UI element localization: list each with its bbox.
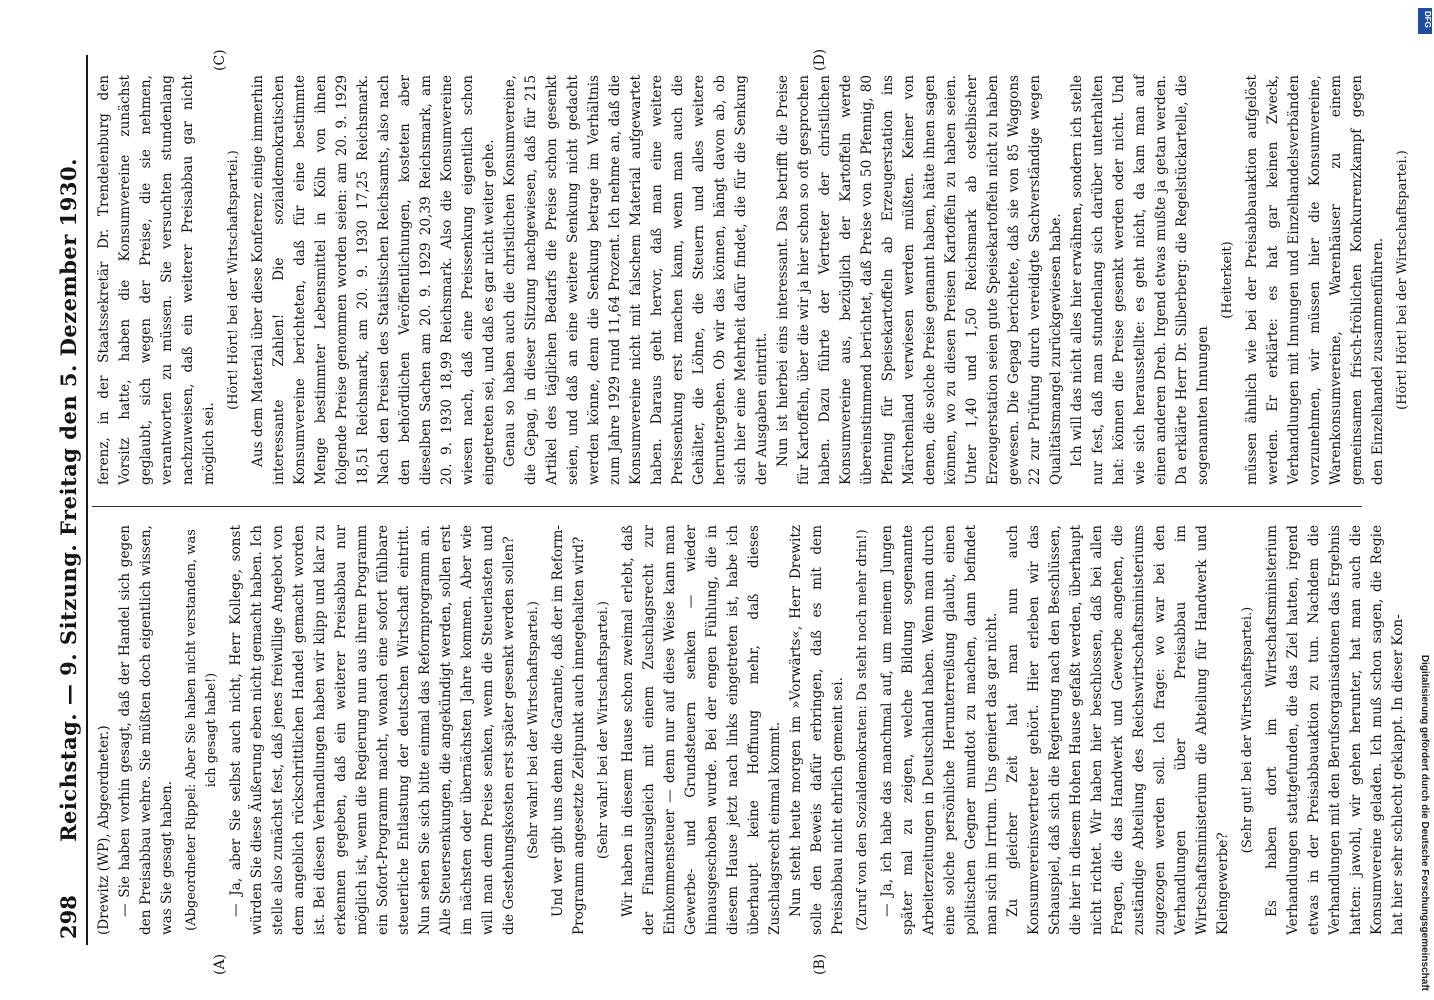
text-paragraph: Und wer gibt uns denn die Garantie, daß der im Reform-Programm angesetzte Zeitpunkt auch innegehalten wird? [550,525,587,935]
margin-letter-c: (C) [212,49,228,71]
page-number: 298 [56,895,81,939]
dfg-logo [1418,8,1432,34]
interjection-note: (Sehr wahr! bei der Wirtschaftspartei.) [596,601,611,859]
right-text-column [94,75,1410,485]
left-text-column [94,525,1406,935]
interjection-note: (Hört! Hört! bei der Wirtschaftspartei.) [226,150,241,410]
text-paragraph: — Ja, ich habe das manchmal auf, um meinem Jungen später mal zu zeigen, welche Bildung sogenannte Arbeiterzeitungen in Deutschland haben. Wenn man durch eine solche persönliche Herunterreißung glaubt, einen politischen Gegner mundtot zu machen, dann befindet man sich im Irrtum. Uns geniert das gar nicht. [879,525,1000,935]
scan-credit [1416,6,1432,991]
text-paragraph: müssen ähnlich wie bei der Preisabbauaktion aufgelöst werden. Er erklärte: es hat gar keinen Zweck, Verhandlungen mit Innungen und Einzelhandelsverbänden vorzunehmen, wir müssen hier die Konsumvereine, Warenkonsumvereine, Warenhäuser zu einem gemeinsamen frisch-fröhlichen Konkurrenzkampf gegen den Einzelhandel zusammenführen. [1244,75,1386,485]
margin-letter-b: (B) [812,953,828,975]
text-paragraph: Nun steht heute morgen im »Vorwärts«, Herr Drewitz solle den Beweis dafür erbringen, daß es mit dem Preisabbau nicht ehrlich gemeint sei. [788,525,846,935]
text-paragraph: Wir haben in diesem Hause schon zweimal erlebt, daß der Finanzausgleich mit einem Zuschlagsrecht zur Einkommensteuer — denn nur auf diese Weise kann man Gewerbe- und Grundsteuern senken — wieder hinausgeschoben wurde. Bei der engen Fühlung, die in diesem Hause jetzt nach links eingetreten ist, habe ich überhaupt keine Hoffnung mehr, daß dieses Zuschlagsrecht einmal kommt. [620,525,783,935]
text-paragraph: Es haben dort im Wirtschaftsministerium Verhandlungen stattgefunden, die das Ziel hatten, irgend etwas in der Preisabbauaktion zu tun. Nachdem die Verhandlungen mit den Berufsorganisationen das Ergebnis hatten: jawohl, wir gehen herunter, hat man auch die Konsumvereine geladen. Ich muß schon sagen, die Regie hat hier sehr schlecht geklappt. In dieser Kon- [1264,525,1406,935]
scanned-page [52,48,1410,975]
margin-letter-d: (D) [812,48,828,71]
text-paragraph: Zu gleicher Zeit hat man nun auch Konsumvereinsvertreter gehört. Hier erleben wir das Schauspiel, daß sich die Regierung nach den Beschlüssen, die hier in diesem Hohen Hause gefaßt werden, überhaupt nicht richtet. Wir haben hier beschlossen, daß bei allen Fragen, die das Handwerk und Gewerbe angehen, die zuständige Abteilung des Reichswirtschaftsministeriums zugezogen werden soll. Ich frage: wo war bei den Verhandlungen über Preisabbau im Wirtschaftsministerium die Abteilung für Handwerk und Kleingewerbe? [1005,525,1231,935]
text-paragraph: — Sie haben vorhin gesagt, daß der Handel sich gegen den Preisabbau wehre. Sie müßten doch eigentlich wissen, was Sie gesagt haben. [117,525,175,935]
text-paragraph: ferenz, in der Staatssekretär Dr. Trendelenburg den Vorsitz hatte, haben die Konsumvereine zunächst geglaubt, sich wegen der Preise, die sie nehmen, verantworten zu müssen. Sie versuchten stundenlang nachzuweisen, daß ein weiterer Preisabbau gar nicht möglich sei. [96,75,217,485]
interjection-note: (Heiterkeit) [1220,241,1235,319]
text-paragraph: — Ja, aber Sie selbst auch nicht, Herr Kollege, sonst würden Sie diese Äußerung eben nicht gemacht haben. Ich stelle also zunächst fest, daß jenes freiwillige Angebot von dem angeblich rückschrittlichen Handel gemacht worden ist. Bei diesen Verhandlungen haben wir klipp und klar zu erkennen gegeben, daß ein weiterer Preisabbau nur möglich ist, wenn die Regierung nun aus ihrem Programm ein Sofort-Programm macht, wonach eine sofort fühlbare steuerliche Entlastung der deutschen Wirtschaft eintritt. Nun sehen Sie sich bitte einmal das Reformprogramm an. Alle Steuersenkungen, die angekündigt werden, sollen erst im nächsten oder übernächsten Jahre kommen. Aber wie will man denn Preise senken, wenn die Steuerlasten und die Gestehungskosten erst später gesenkt werden sollen? [228,525,517,935]
text-paragraph: (Drewitz (WP), Abgeordneter.) [96,725,112,935]
interjection-note: (Zuruf von den Sozialdemokraten: Da steht noch mehr drin!) [855,529,870,931]
interjection-note: (Abgeordneter Rippel: Aber Sie haben nicht verstanden, was ich gesagt habe!) [184,529,219,931]
dfg-logo-text: DFG [1423,11,1432,28]
running-head: Reichstag. — 9. Sitzung. Freitag den 5. Dezember 1930. [56,158,81,842]
page-header [52,55,88,945]
interjection-note: (Sehr wahr! bei der Wirtschaftspartei.) [526,601,541,859]
text-paragraph: Aus dem Material über diese Konferenz einige immerhin interessante Zahlen! Die sozialdemokratischen Konsumvereine berichteten, daß für eine bestimmte Menge bestimmter Lebensmittel in Köln von ihnen folgende Preise genommen worden seien: am 20. 9. 1929 18,51 Reichsmark, am 20. 9. 1930 17,25 Reichsmark. Nach den Preisen des Statistischen Reichsamts, also nach den behördlichen Veröffentlichungen, kosteten aber dieselben Sachen am 20. 9. 1929 20,39 Reichsmark, am 20. 9. 1930 18,99 Reichsmark. Also die Konsumvereine wiesen nach, daß eine Preissenkung eigentlich schon eingetreten sei, und daß es gar nicht weiter gehe. [250,75,497,485]
text-paragraph: Ich will das nicht alles hier erwähnen, sondern ich stelle nur fest, daß man stundenlang sich darüber unterhalten hat: können die Preise gesenkt werden oder nicht. Und wie sich herausstellte: es geht nicht, da kam man auf einen anderen Dreh. Irgend etwas mußte ja getan werden. Da erklärte Herr Dr. Silberberg: die Regelstückartelle, die sogenannten Innungen [1069,75,1211,485]
interjection-note: (Sehr gut! bei der Wirtschaftspartei.) [1240,606,1255,854]
text-paragraph: Genau so haben auch die christlichen Konsumvereine, die Gepag, in dieser Sitzung nachgewiesen, daß für 215 Artikel des täglichen Bedarfs die Preise schon gesenkt seien, und daß an eine weitere Senkung nicht gedacht werden könne, denn die Senkung betrage im Verhältnis zum Jahre 1929 rund 11,64 Prozent. Ich nehme an, daß die Konsumvereine nicht mit falschem Material aufgewartet haben. Daraus geht hervor, daß man eine weitere Preissenkung erst machen kann, wenn man auch die Gehälter, die Löhne, die Steuern und alles weitere heruntergehen. Ob wir das können, hängt davon ab, ob sich hier eine Mehrheit dafür findet, die für die Senkung der Ausgaben eintritt. [502,75,770,485]
margin-letter-a: (A) [212,953,228,975]
scan-credit-text: Digitalisierung gefördert durch die Deutsche Forschungsgemeinschaft [1419,654,1430,991]
text-paragraph: Nun ist hierbei eins interessant. Das betrifft die Preise für Kartoffeln, über die wir ja hier schon so oft gesprochen haben. Dazu führte der Vertreter der christlichen Konsumvereine aus, bezüglich der Kartoffeln werde übereinstimmend berichtet, daß Preise von 50 Pfennig, 80 Pfennig für Speisekartoffeln ab Erzeugerstation ins Märchenland verwiesen werden müßten. Keiner von denen, die solche Preise genannt haben, hätte ihnen sagen können, wo zu diesen Preisen Kartoffeln zu haben seien. Unter 1,40 und 1,50 Reichsmark ab ostelbischer Erzeugerstation seien gute Speisekartoffeln nicht zu haben gewesen. Die Gepag berichtete, daß sie von 85 Waggons 22 zur Prüfung durch vereidigte Sachverständige wegen Qualitätsmangel zurückgewiesen habe. [775,75,1064,485]
interjection-note: (Hört! Hört! bei der Wirtschaftspartei.) [1395,150,1410,410]
column-divider [92,506,1362,507]
